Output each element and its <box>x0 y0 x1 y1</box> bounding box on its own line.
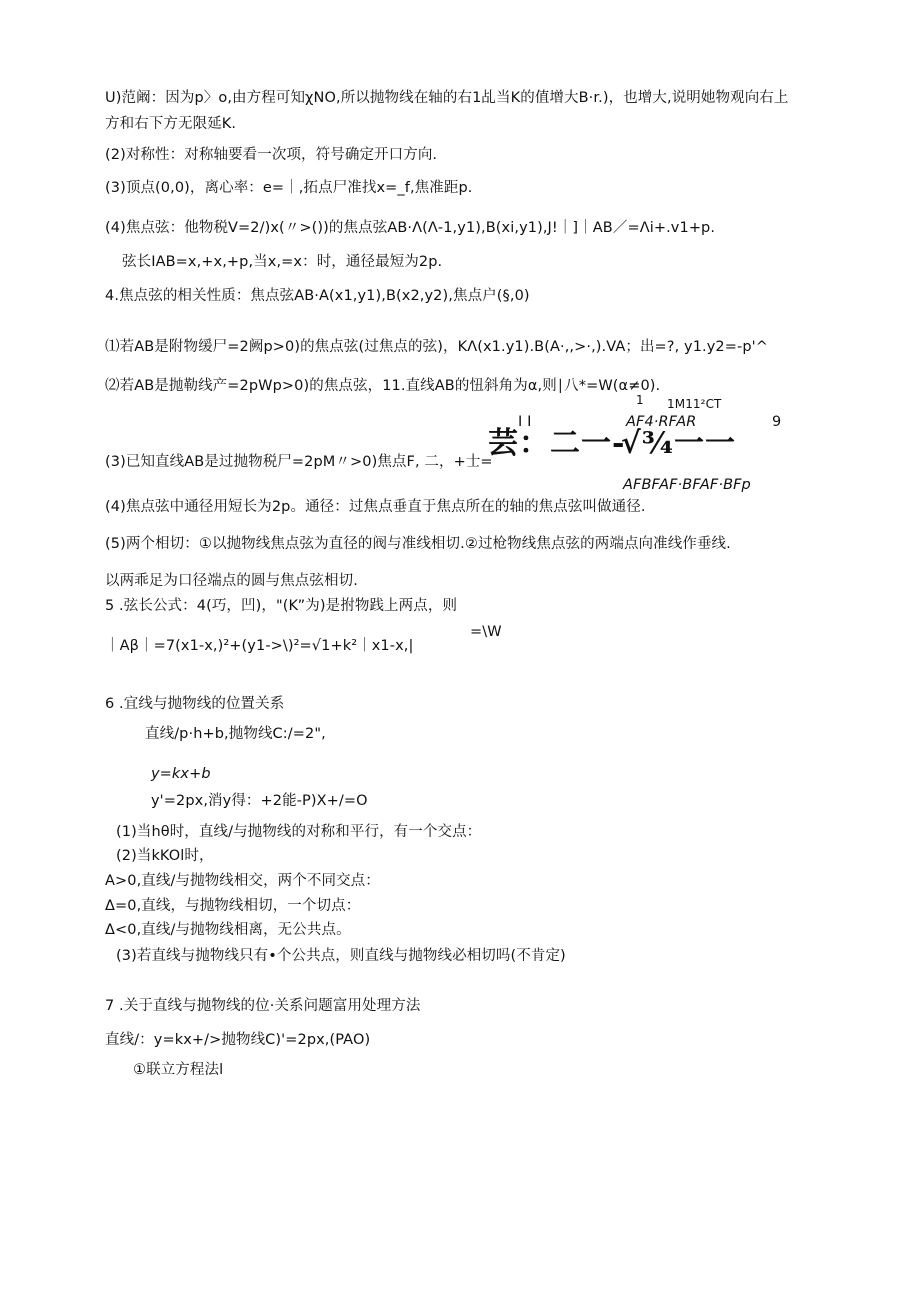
property-3-line: (3)已知直线AB是过抛物税尸=2pM〃>0)焦点F, 二，+士= <box>105 454 493 470</box>
section-6-heading: 6 .宜线与抛物线的位置关系 <box>105 696 285 712</box>
chord-length-formula: ｜Aβ｜=7(x1-x,)²+(y1->\)²=√1+k²｜x1-x,| <box>105 638 414 654</box>
case-2-line: (2)当kKOl时， <box>116 848 214 864</box>
fraction-bars-mark: I I <box>518 414 532 430</box>
fraction-numerator: AF4·RFAR <box>626 414 697 430</box>
vertex-line: (3)顶点(0,0)，离心率：e=｜,拓点尸准找x=_f,焦准距p. <box>105 180 473 196</box>
section-4-heading: 4.焦点弦的相关性质：焦点弦AB·A(x1,y1),B(x2,y2),焦点户(§,0) <box>105 288 530 304</box>
garbled-formula-right: √¾一一 <box>621 426 737 461</box>
line-and-parabola-def: 直线/p·h+b,抛物线C:/=2", <box>145 726 326 742</box>
range-text-line-2: 方和右下方无限延K. <box>105 116 237 132</box>
section-7-heading: 7 .关于直线与抛物线的位·关系问题富用处理方法 <box>105 998 421 1014</box>
chord-length-formula-tail: =\W <box>470 624 502 640</box>
method-1-line: ①联立方程法l <box>133 1062 224 1078</box>
symmetry-line: (2)对称性：对称轴要看一次项，符号确定开口方向. <box>105 147 438 163</box>
system-eq-2: y'=2px,消y得：+2能-P)X+/=O <box>151 793 368 809</box>
section-5-heading: 5 .弦长公式：4(巧，凹)，"(K”为)是拊物践上两点，则 <box>105 598 458 614</box>
case-1-line: (1)当hθ时，直线/与抛物线的对称和平行，有一个交点： <box>116 824 482 840</box>
property-4-line: (4)焦点弦中通径用短长为2p。通径：过焦点垂直于焦点所在的轴的焦点弦叫做通径. <box>105 499 646 515</box>
property-1-line: ⑴若AB是附物缓尸=2阙p>0)的焦点弦(过焦点的弦)，KΛ(x1.y1).B(A·,,>·,).VA；出=?, y1.y2=-p'^ <box>105 339 768 355</box>
delta-positive-line: A>0,直线/与抛物线相交，两个不同交点： <box>105 873 380 889</box>
section-7-line-def: 直线/：y=kx+∕>抛物线C)'=2px,(PAO) <box>105 1032 371 1048</box>
property-5-line: (5)两个相切：①以抛物线焦点弦为直径的阀与准线相切.②过枪物线焦点弦的两端点向准线作垂线. <box>105 536 731 552</box>
garbled-formula-left: 芸：二一- <box>488 426 626 461</box>
case-3-line: (3)若直线与抛物线只有•个公共点，则直线与抛物线必相切吗(不肯定) <box>116 948 566 964</box>
range-text-line-1: U)范阚：因为p〉o,由方程可知χNO,所以抛物线在轴的右1乩当K的值增大B·r.)，也增大,说明她物观向右上 <box>105 90 789 106</box>
fraction-nine: 9 <box>772 414 782 430</box>
system-eq-1: y=kx+b <box>151 766 211 782</box>
focal-chord-line: (4)焦点弦：他物税V=2/)x(〃>())的焦点弦AB·Λ(Λ-1,y1),B(xi,y1),J!｜]｜AB／=Λi+.v1+p. <box>105 220 716 236</box>
property-2-line: ⑵若AB是抛勒线产=2pWp>0)的焦点弦，11.直线AB的忸斜角为α,则∣八*=W(α≠0). <box>105 378 661 394</box>
property-5-continued: 以两乖足为口径端点的圆与焦点弦相切. <box>105 573 358 589</box>
fraction-denominator: AFBFAF·BFAF·BFp <box>623 477 751 493</box>
delta-negative-line: Δ<0,直线/与抛物线相离，无公共点。 <box>105 922 351 938</box>
superscript-expression: 1M11²CT <box>667 397 722 411</box>
chord-length-line: 弦长IAB=x,+x,+p,当x,=x：时，通径最短为2p. <box>122 254 443 270</box>
delta-zero-line: Δ=0,直线，与抛物线相切，一个切点： <box>105 898 361 914</box>
superscript-one: 1 <box>636 393 644 407</box>
